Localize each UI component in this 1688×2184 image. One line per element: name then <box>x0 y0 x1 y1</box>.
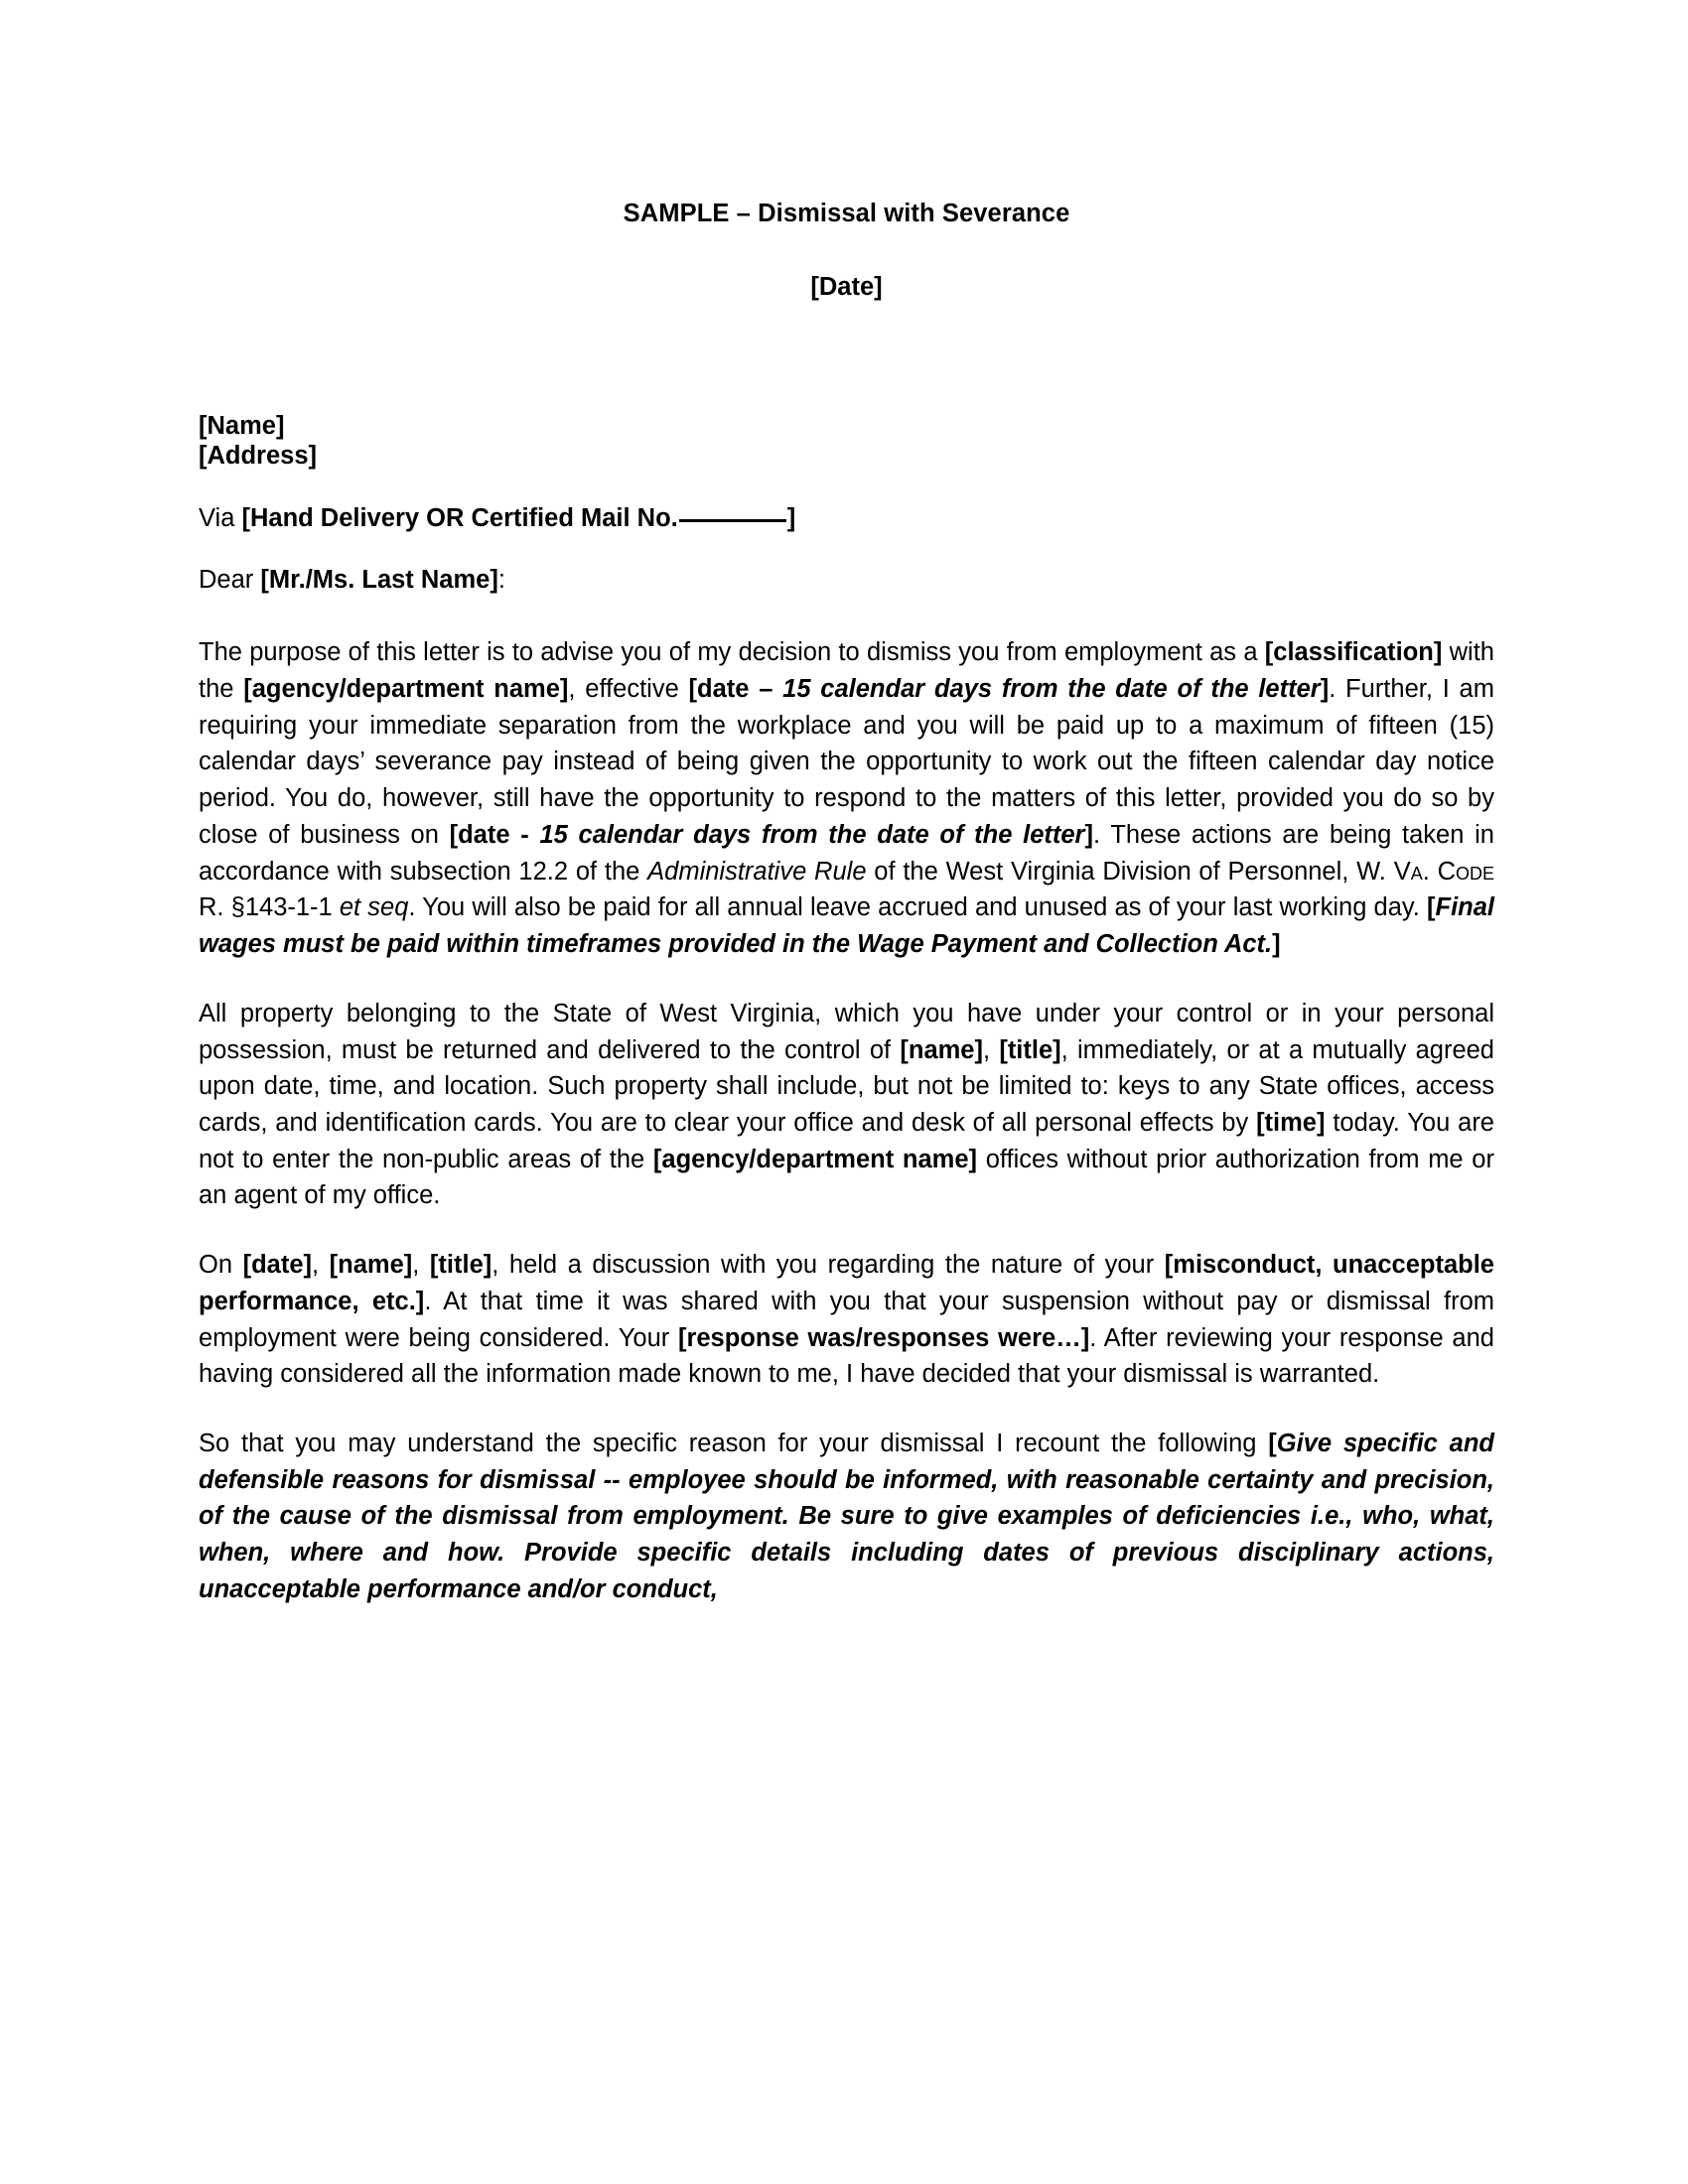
p2-title-placeholder: [title] <box>999 1035 1061 1064</box>
delivery-close-bracket: ] <box>786 504 796 533</box>
p3-date-placeholder: [date] <box>242 1251 312 1280</box>
paragraph-state-property <box>199 996 1494 1214</box>
p1-text-8: R. §143-1-1 <box>199 893 340 922</box>
p3-response-placeholder: [response was/responses were…] <box>677 1323 1090 1352</box>
date-placeholder: [Date] <box>810 272 883 301</box>
paragraph-specific-reasons <box>199 1426 1494 1608</box>
p1-date-placeholder-close: ] <box>1320 675 1330 704</box>
p2-name-placeholder: [name] <box>900 1035 983 1064</box>
p3-text-6: . After reviewing your response and having considered all the information made known to me, I have decided that your dismissal is warranted. <box>199 1323 1494 1389</box>
p2-agency-placeholder: [agency/department name] <box>652 1145 978 1173</box>
p3-text-2: , <box>312 1251 330 1280</box>
p2-time-placeholder: [time] <box>1256 1108 1326 1137</box>
recipient-address: [Address] <box>199 442 318 471</box>
p1-text-2: with the <box>199 638 1494 704</box>
p2-text-1: All property belonging to the State of West Virginia, which you have under your control or in your personal possession, must be returned and delivered to the control of <box>199 999 1494 1064</box>
recipient-address-block <box>199 411 1494 471</box>
p1-text-7 <box>1430 858 1438 886</box>
p1-citation-va: Va. <box>1393 857 1430 886</box>
fill-in-blank-rule <box>679 519 786 522</box>
p1-date2-placeholder-open: [date - <box>449 820 540 849</box>
p3-name-placeholder: [name] <box>329 1251 413 1280</box>
p2-text-5: offices without prior authorization from me or an agent of my office. <box>199 1145 1494 1210</box>
p3-text-4: , held a discussion with you regarding the nature of your <box>492 1251 1165 1280</box>
p1-date2-placeholder-close: ] <box>1084 820 1093 849</box>
p3-text-5: . At that time it was shared with you that your suspension without pay or dismissal from employment were being considered. Your <box>199 1287 1494 1352</box>
p1-administrative-rule-citation: Administrative Rule <box>647 857 867 886</box>
p4-instruction-note: Give specific and defensible reasons for dismissal -- employee should be informed, with reasonable certainty and precision, of the cause of the dismissal from employment. Be sure to give examples of deficiencies i.e., who, what, when, where and how. Provide specific details including dates of previous disciplinary actions, unacceptable performance and/or conduct, <box>199 1429 1494 1603</box>
p2-text-3: , immediately, or at a mutually agreed upon date, time, and location. Such property shall include, but not be limited to: keys to any State offices, access cards, and identification cards. You are to clear your office and desk of all personal effects by <box>199 1035 1494 1137</box>
p1-date-placeholder-open: [date – <box>688 675 783 704</box>
p3-title-placeholder: [title] <box>429 1251 492 1280</box>
p3-text-1: On <box>199 1251 243 1280</box>
p4-bracket-open: [ <box>1268 1429 1277 1457</box>
p2-text-2: , <box>982 1035 1000 1064</box>
delivery-method: [Hand Delivery OR Certified Mail No. <box>241 504 678 533</box>
p3-misconduct-placeholder: [misconduct, unacceptable performance, etc.] <box>199 1251 1494 1315</box>
p1-text-1: The purpose of this letter is to advise you of my decision to dismiss you from employment as a <box>199 638 1265 667</box>
p4-text-1: So that you may understand the specific reason for your dismissal I recount the following <box>199 1429 1269 1457</box>
p1-et-seq: et seq <box>339 893 409 922</box>
recipient-name: [Name] <box>199 412 285 440</box>
p1-text-4: . Further, I am requiring your immediate separation from the workplace and you will be paid up to a maximum of fifteen (15) calendar days’ severance pay instead of being given the opportunity to work out the fifteen calendar day notice period. You do, however, still have the opportunity to respond to the matters of this letter, provided you do so by close of business on <box>199 675 1494 849</box>
salutation-name-placeholder: [Mr./Ms. Last Name] <box>260 566 498 595</box>
p1-citation-code: Code <box>1437 857 1495 886</box>
p2-text-4: today. You are not to enter the non-public areas of the <box>199 1108 1494 1173</box>
p1-wages-bracket-open: [ <box>1427 893 1436 922</box>
page-title: SAMPLE – Dismissal with Severance <box>623 200 1070 227</box>
p1-date-note-1: 15 calendar days from the date of the letter <box>782 675 1321 704</box>
salutation-colon: : <box>497 566 505 595</box>
p1-text-3: , effective <box>568 675 689 704</box>
p1-text-5: . These actions are being taken in accordance with subsection 12.2 of the <box>199 820 1494 886</box>
p1-text-6: of the West Virginia Division of Personnel, W. <box>866 857 1394 886</box>
delivery-prefix: Via <box>199 504 242 533</box>
salutation-greeting: Dear <box>199 566 261 595</box>
p1-classification-placeholder: [classification] <box>1264 638 1443 667</box>
paragraph-dismissal-notice <box>199 634 1494 962</box>
p1-agency-placeholder: [agency/department name] <box>243 675 569 704</box>
delivery-method-line <box>199 503 1494 533</box>
p1-wage-payment-note: Final wages must be paid within timeframes provided in the Wage Payment and Collection Act. <box>199 893 1495 959</box>
paragraph-prior-discussion <box>199 1247 1494 1393</box>
p1-date-note-2: 15 calendar days from the date of the letter <box>539 820 1085 849</box>
p1-wages-bracket-close: ] <box>1272 930 1281 959</box>
p1-text-9: . You will also be paid for all annual leave accrued and unused as of your last working day. <box>408 893 1427 922</box>
salutation-line <box>199 565 1494 595</box>
document-body <box>199 0 1494 1608</box>
p3-text-3: , <box>412 1251 430 1280</box>
